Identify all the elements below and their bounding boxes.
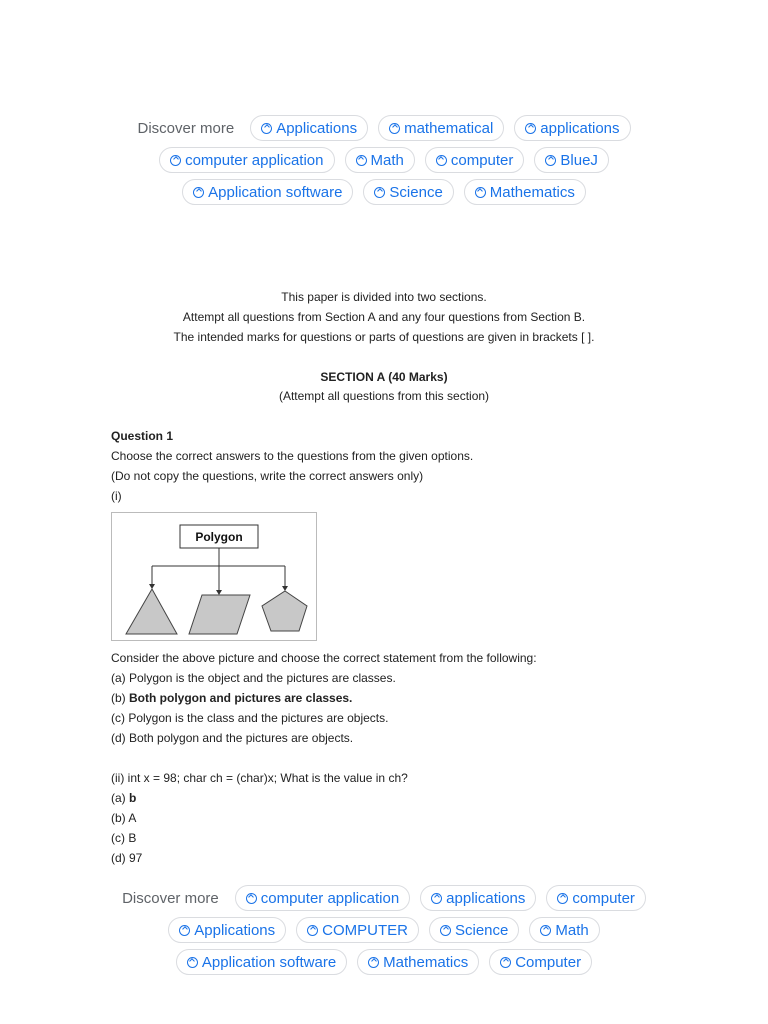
question-heading: Question 1 [111, 429, 174, 443]
trend-icon [179, 925, 190, 936]
answer-text: Both polygon and pictures are classes. [129, 691, 353, 705]
discover-chip[interactable]: computer application [235, 885, 410, 911]
answer-text: b [129, 791, 137, 805]
discover-chip[interactable]: BlueJ [534, 147, 609, 173]
discover-row [0, 949, 768, 975]
trend-icon [307, 925, 318, 936]
trend-icon [500, 957, 511, 968]
option: (b) Both polygon and pictures are classes. [111, 691, 353, 705]
trend-icon [475, 187, 486, 198]
trend-icon [436, 155, 447, 166]
trend-icon [431, 893, 442, 904]
discover-chip[interactable]: Math [345, 147, 415, 173]
option: (b) A [111, 811, 137, 825]
discover-row [0, 115, 768, 141]
discover-row [0, 147, 768, 173]
discover-chip[interactable]: applications [514, 115, 630, 141]
prompt: Consider the above picture and choose the correct statement from the following: [111, 651, 537, 665]
discover-more-bottom [0, 885, 768, 981]
option: (c) B [111, 831, 137, 845]
option: (a) b [111, 791, 137, 805]
discover-more-top [0, 115, 768, 211]
option: (a) Polygon is the object and the pictures are classes. [111, 671, 396, 685]
intro-line: This paper is divided into two sections. [281, 290, 487, 304]
discover-chip[interactable]: mathematical [378, 115, 504, 141]
polygon-diagram [111, 512, 317, 641]
trend-icon [389, 123, 400, 134]
option: (d) Both polygon and the pictures are objects. [111, 731, 354, 745]
section-title: SECTION A (40 Marks) [320, 370, 448, 384]
discover-chip[interactable]: computer [425, 147, 525, 173]
section-subtitle: (Attempt all questions from this section) [278, 389, 490, 403]
discover-chip[interactable]: COMPUTER [296, 917, 419, 943]
trend-icon [246, 893, 257, 904]
pentagon-shape [262, 591, 307, 631]
trend-icon [356, 155, 367, 166]
trend-icon [557, 893, 568, 904]
discover-chip[interactable]: Applications [168, 917, 286, 943]
discover-chip[interactable]: Science [429, 917, 519, 943]
trend-icon [540, 925, 551, 936]
discover-chip[interactable]: Applications [250, 115, 368, 141]
trend-icon [545, 155, 556, 166]
question-part: (ii) int x = 98; char ch = (char)x; What is the value in ch? [111, 771, 408, 785]
trend-icon [193, 187, 204, 198]
discover-chip[interactable]: applications [420, 885, 536, 911]
instruction: (Do not copy the questions, write the correct answers only) [111, 469, 424, 483]
discover-chip[interactable]: computer [546, 885, 646, 911]
discover-label: Discover more [137, 119, 235, 137]
trend-icon [368, 957, 379, 968]
trend-icon [374, 187, 385, 198]
trend-icon [525, 123, 536, 134]
discover-chip[interactable]: Science [363, 179, 453, 205]
discover-label: Discover more [122, 889, 219, 907]
parallelogram-shape [189, 595, 250, 634]
option: (d) 97 [111, 851, 143, 865]
discover-chip[interactable]: Mathematics [464, 179, 586, 205]
trend-icon [261, 123, 272, 134]
trend-icon [170, 155, 181, 166]
option: (c) Polygon is the class and the pictures are objects. [111, 711, 389, 725]
instruction: Choose the correct answers to the questions from the given options. [111, 449, 474, 463]
intro-line: The intended marks for questions or parts of questions are given in brackets [ ]. [173, 330, 595, 344]
question-options [111, 648, 671, 868]
polygon-diagram-svg [112, 513, 316, 640]
discover-row [0, 885, 768, 911]
discover-chip[interactable]: Application software [182, 179, 353, 205]
trend-icon [440, 925, 451, 936]
discover-chip[interactable]: Application software [176, 949, 347, 975]
part-label: (i) [111, 489, 122, 503]
question-block [111, 426, 671, 506]
discover-chip[interactable]: Math [529, 917, 599, 943]
triangle-shape [126, 589, 177, 634]
discover-chip[interactable]: Computer [489, 949, 592, 975]
discover-row [0, 917, 768, 943]
trend-icon [187, 957, 198, 968]
intro-line: Attempt all questions from Section A and any four questions from Section B. [182, 310, 586, 324]
polygon-label: Polygon [195, 530, 243, 544]
discover-chip[interactable]: computer application [159, 147, 334, 173]
discover-chip[interactable]: Mathematics [357, 949, 479, 975]
discover-row [0, 179, 768, 205]
